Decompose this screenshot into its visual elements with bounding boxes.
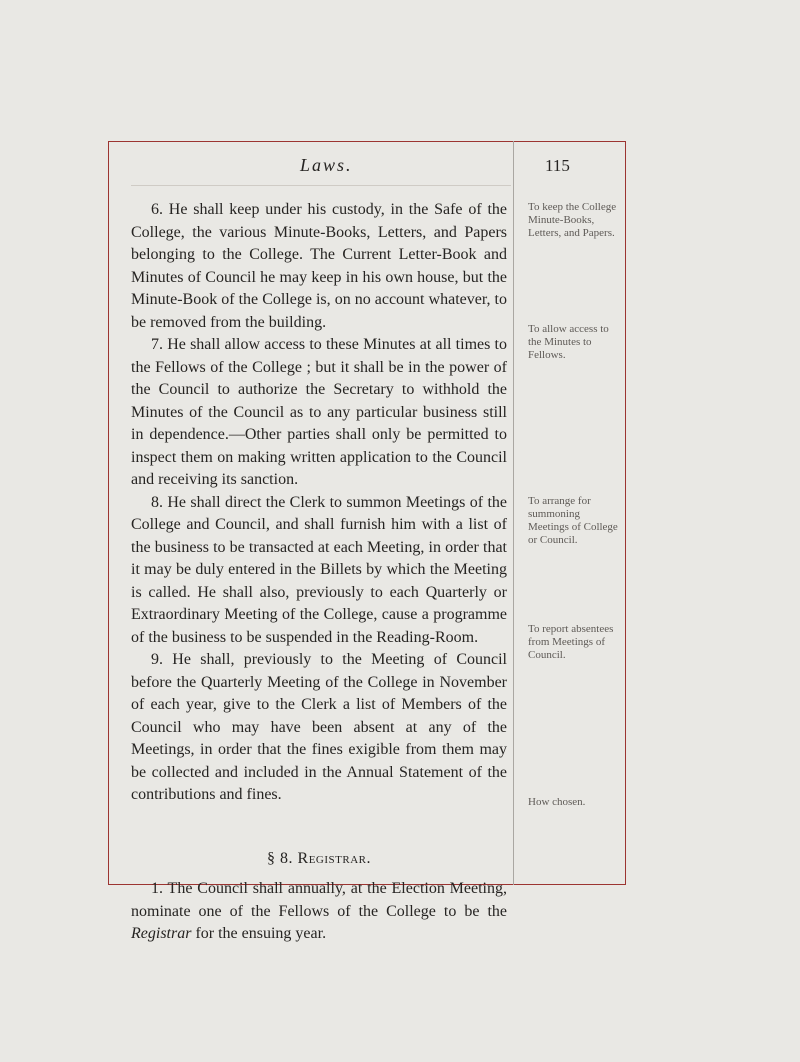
paragraph-text: He shall allow access to these Minutes at all times to the Fellows of the College ; but it shall be in the power of the Council to authorize the Secretary to withhold the Minutes of the Council as to any particular business still in dependence.—Other parties shall only be permitted to inspect them on making written application to the Council and receiving its sanction.: [131, 336, 507, 488]
registrar-term: Registrar: [131, 925, 192, 942]
paragraph-text: He shall direct the Clerk to summon Meetings of the College and Council, and shall furnish him with a list of the business to be transacted at each Meeting, in order that it may be duly entered in the Billets by which the Meeting is called. He shall also, previously to each Quarterly or Extraordinary Meeting of the College, cause a programme of the business to be suspended in the Reading-Room.: [131, 493, 507, 646]
margin-note-report-absentees: To report absentees from Meetings of Council.: [528, 623, 614, 661]
paragraph-7: [131, 334, 507, 492]
section-symbol: § 8.: [267, 849, 294, 867]
margin-note-how-chosen: How chosen.: [528, 796, 586, 808]
margin-note-keep-papers: To keep the College Minute-Books, Letters, and Papers.: [528, 201, 617, 239]
paragraph-text: The Council shall annually, at the Election Meeting, nominate one of the Fellows of the College to be the: [131, 880, 507, 920]
paragraph-number: 8.: [151, 493, 163, 511]
paragraph-9: [131, 649, 507, 807]
paragraph-text: He shall, previously to the Meeting of Council before the Quarterly Meeting of the College in November of each year, give to the Clerk a list of Members of the Council who may have been absent at any of the Meetings, in order that the fines exigible from them may be collected and included in the Annual Statement of the contributions and fines.: [131, 651, 507, 803]
paragraph-1-registrar: [131, 878, 507, 946]
paragraph-8: [131, 492, 507, 650]
paragraph-6: [131, 199, 507, 334]
paragraph-text-end: for the ensuing year.: [191, 925, 327, 942]
main-text: [131, 199, 507, 946]
section-heading: [131, 848, 507, 871]
section-title: Registrar.: [297, 849, 371, 867]
paragraph-number: 9.: [151, 651, 163, 668]
margin-note-allow-access: To allow access to the Minutes to Fellows.: [528, 323, 609, 361]
paragraph-number: 6.: [151, 201, 163, 218]
page-frame-right-rule: [625, 141, 626, 885]
margin-column-divider: [513, 141, 514, 885]
page-frame-top-rule: [108, 141, 626, 142]
running-head: Laws.: [300, 155, 353, 175]
paragraph-text: He shall keep under his custody, in the Safe of the College, the various Minute-Books, Letters, and Papers belonging to the College. The Current Letter-Book and Minutes of Council he may keep in his own house, but the Minute-Book of the College is, on no account whatever, to be removed from the building.: [131, 201, 507, 331]
header-rule: [131, 185, 511, 186]
page-number: 115: [545, 156, 570, 175]
paragraph-number: 1.: [151, 880, 163, 897]
margin-note-summon-meetings: To arrange for summoning Meetings of College or Council.: [528, 495, 618, 546]
page-frame-left-rule: [108, 141, 109, 885]
paragraph-number: 7.: [151, 336, 163, 353]
